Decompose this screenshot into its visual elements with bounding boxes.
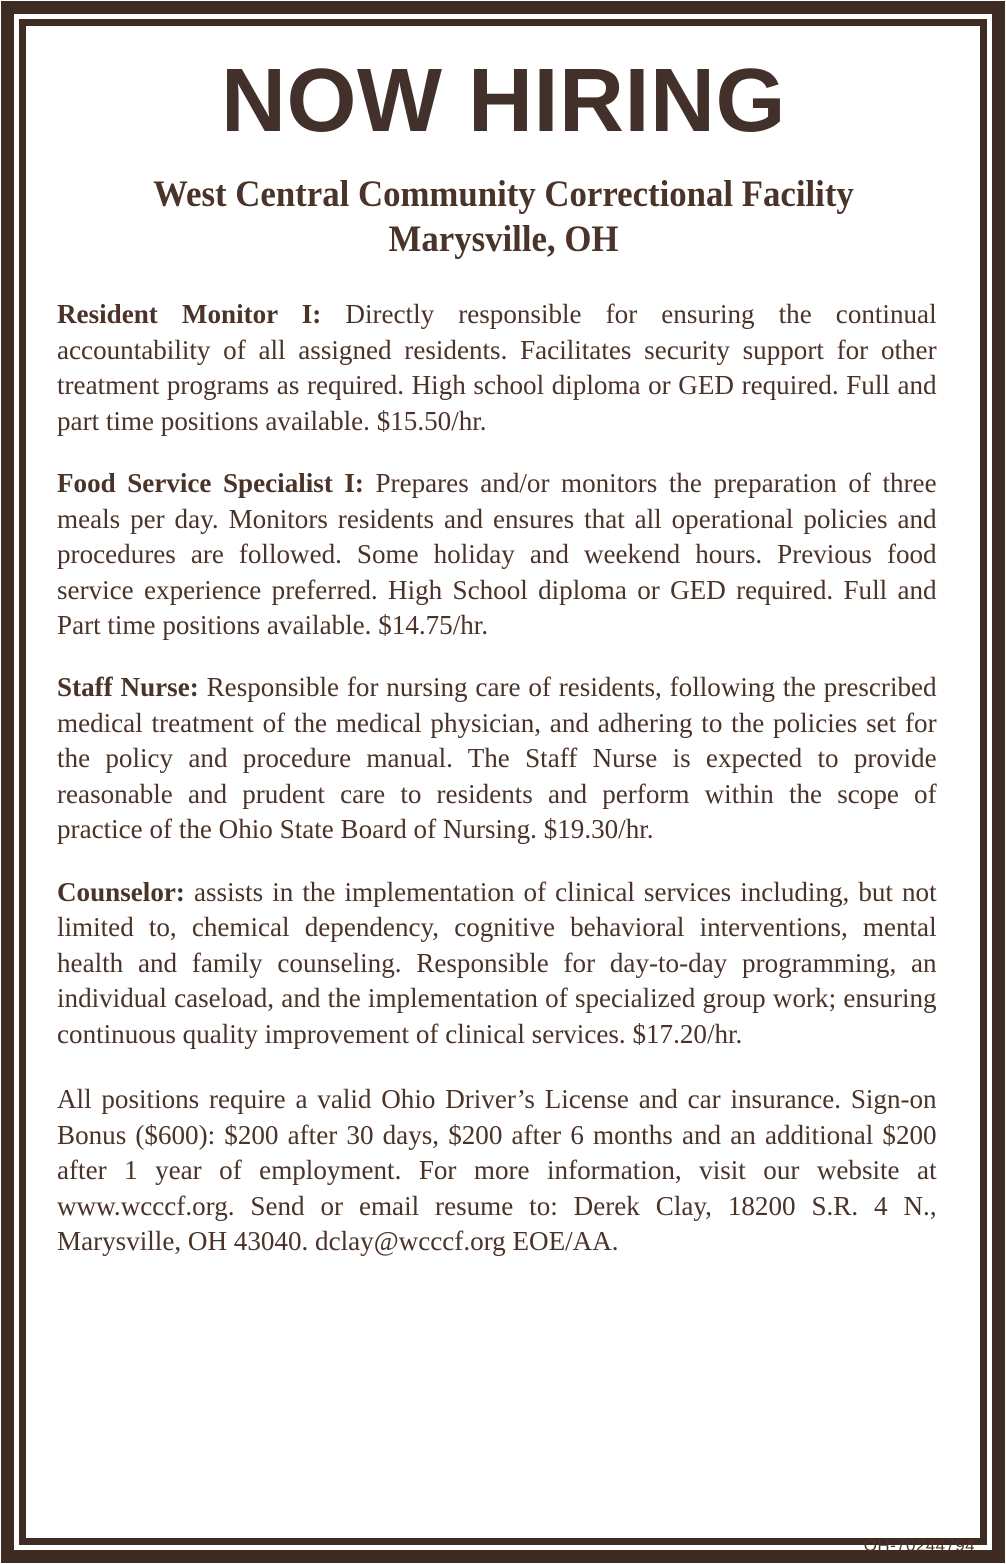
position-description: Prepares and/or monitors the preparation of three meals per day. Monitors residents and ensures that all operational policies and procedures are followed. Some holiday and weekend hours. Previous food service experience preferred. High School diploma or GED required. Full and Part time positions available. $14.75/hr. <box>57 467 937 640</box>
ad-content <box>26 26 980 1538</box>
facility-heading <box>84 172 923 262</box>
position-title: Resident Monitor I: <box>57 298 322 330</box>
position-entry <box>57 669 937 846</box>
position-title: Staff Nurse: <box>57 671 199 703</box>
headline: NOW HIRING <box>221 51 786 151</box>
facility-location: Marysville, OH <box>388 219 619 261</box>
application-instructions: All positions require a valid Ohio Driver’s License and car insurance. Sign-on Bonus ($600): $200 after 30 days, $200 after 6 months and an additional $200 after 1 year of employment. For more information, visit our website at www.wcccf.org. Send or email resume to: Derek Clay, 18200 S.R. 4 N., Marysville, OH 43040. dclay@wcccf.org EOE/AA. <box>57 1083 937 1257</box>
facility-name: West Central Community Correctional Facility <box>153 174 854 215</box>
position-description: Responsible for nursing care of residents, following the prescribed medical treatment of the medical physician, and adhering to the policies set for the policy and procedure manual. The Staff Nurse is expected to provide reasonable and prudent care to residents and perform within the scope of practice of the Ohio State Board of Nursing. $19.30/hr. <box>57 671 937 845</box>
position-title: Counselor: <box>57 875 185 907</box>
ad-reference-code: OH-70244794 <box>863 1536 975 1555</box>
position-entry <box>57 465 937 642</box>
position-entry <box>57 874 937 1051</box>
position-title: Food Service Specialist I: <box>57 467 364 499</box>
position-description: Directly responsible for ensuring the continual accountability of all assigned residents. Facilitates security support for other treatment programs as required. High school diploma or GED required. Full and part time positions available. $15.50/hr. <box>57 298 937 436</box>
positions-list <box>57 296 950 1051</box>
position-entry <box>57 296 937 438</box>
position-description: assists in the implementation of clinical services including, but not limited to, chemical dependency, cognitive behavioral interventions, mental health and family counseling. Responsible for day-to-day programming, an individual caseload, and the implementation of specialized group work; ensuring continuous quality improvement of clinical services. $17.20/hr. <box>57 875 937 1049</box>
